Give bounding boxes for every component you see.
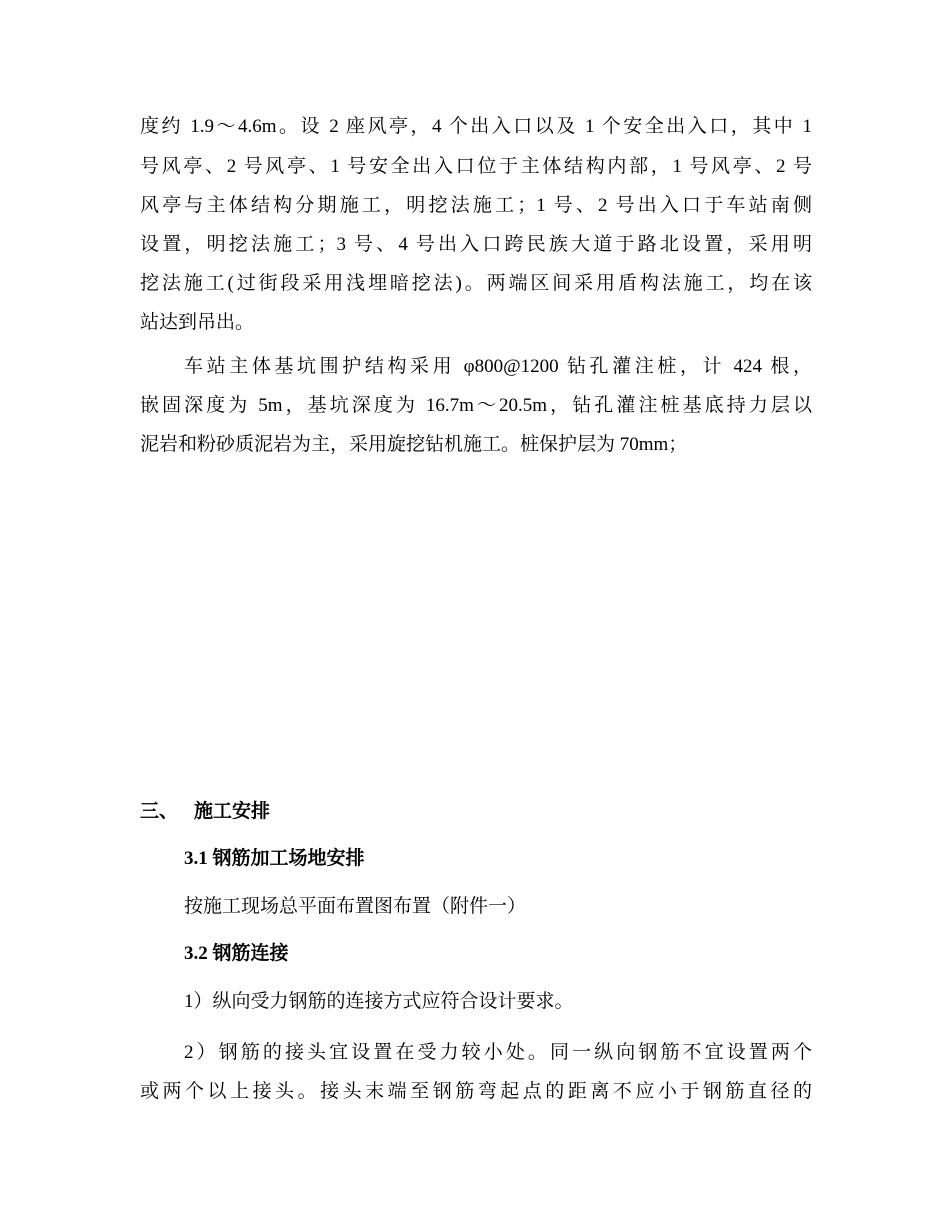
subsection-3-2-item-1: 1）纵向受力钢筋的连接方式应符合设计要求。	[184, 991, 574, 1012]
paragraph-2-line-1: 车站主体基坑围护结构采用 φ800@1200 钻孔灌注桩，计 424 根，	[184, 356, 812, 377]
paragraph-1-line-5: 挖法施工(过街段采用浅埋暗挖法)。两端区间采用盾构法施工，均在该	[140, 273, 812, 294]
subsection-3-2-heading: 3.2 钢筋连接	[184, 943, 289, 964]
paragraph-1-line-6: 站达到吊出。	[140, 312, 255, 333]
section-number: 三、	[140, 801, 179, 822]
section-title: 施工安排	[194, 801, 271, 822]
paragraph-1-line-1: 度约 1.9～4.6m。设 2 座风亭，4 个出入口以及 1 个安全出入口，其中 1	[140, 116, 812, 137]
paragraph-1-line-3: 风亭与主体结构分期施工，明挖法施工；1 号、2 号出入口于车站南侧	[140, 195, 812, 216]
paragraph-2-line-3: 泥岩和粉砂质泥岩为主，采用旋挖钻机施工。桩保护层为 70mm；	[140, 434, 688, 455]
subsection-3-1-heading: 3.1 钢筋加工场地安排	[184, 848, 365, 869]
paragraph-1-line-2: 号风亭、2 号风亭、1 号安全出入口位于主体结构内部，1 号风亭、2 号	[140, 156, 812, 177]
subsection-3-2-item-2-line-2: 或两个以上接头。接头末端至钢筋弯起点的距离不应小于钢筋直径的	[140, 1081, 812, 1102]
subsection-3-1-text: 按施工现场总平面布置图布置（附件一）	[184, 896, 527, 917]
paragraph-1-line-4: 设置，明挖法施工；3 号、4 号出入口跨民族大道于路北设置，采用明	[140, 234, 812, 255]
subsection-3-2-item-2-line-1: 2）钢筋的接头宜设置在受力较小处。同一纵向钢筋不宜设置两个	[184, 1042, 812, 1063]
paragraph-2-line-2: 嵌固深度为 5m，基坑深度为 16.7m～20.5m，钻孔灌注桩基底持力层以	[140, 395, 812, 416]
